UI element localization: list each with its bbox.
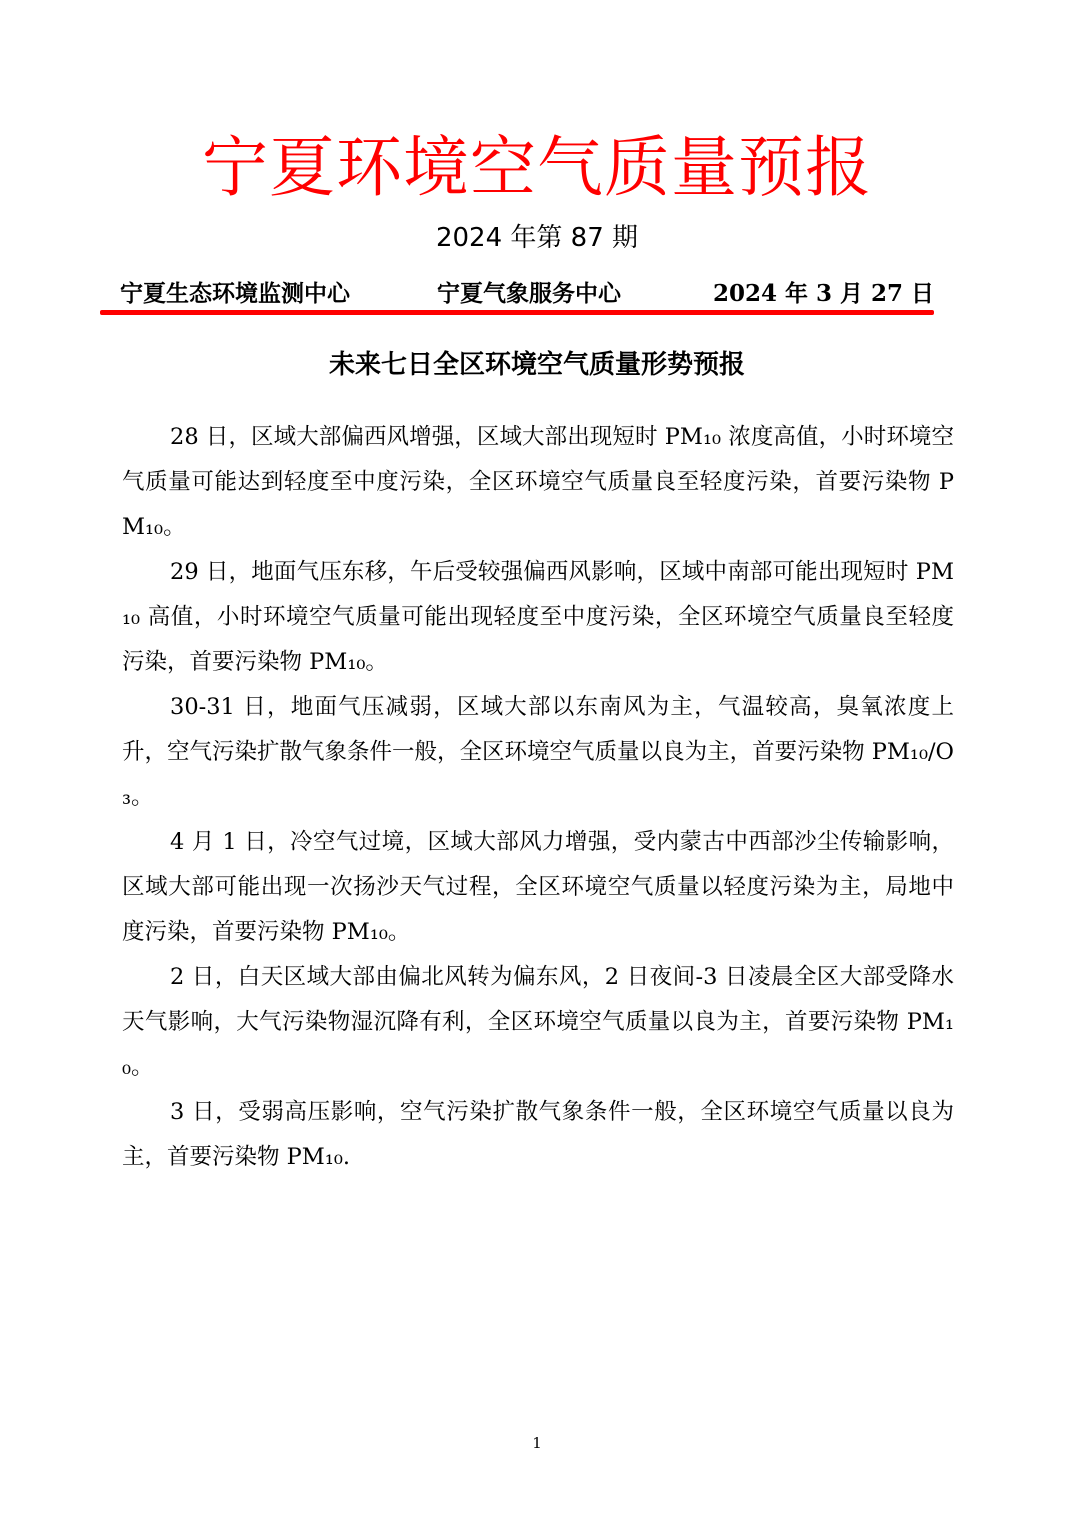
- forecast-paragraph-apr-1: 4 月 1 日，冷空气过境，区域大部风力增强，受内蒙古中西部沙尘传输影响，区域大部可能出现一次扬沙天气过程，全区环境空气质量以轻度污染为主，局地中度污染，首要污染物 PM₁₀。: [122, 829, 954, 945]
- forecast-paragraph-29: 29 日，地面气压东移，午后受较强偏西风影响，区域中南部可能出现短时 PM₁₀ 高值，小时环境空气质量可能出现轻度至中度污染，全区环境空气质量良至轻度污染，首要污染物 PM₁₀。: [122, 559, 954, 675]
- issuer-monitoring-center: 宁夏生态环境监测中心: [120, 280, 350, 307]
- forecast-paragraph-2: 2 日，白天区域大部由偏北风转为偏东风，2 日夜间-3 日凌晨全区大部受降水天气影响，大气污染物湿沉降有利，全区环境空气质量以良为主，首要污染物 PM₁₀。: [122, 964, 954, 1080]
- forecast-body: [122, 415, 954, 1180]
- report-title: 宁夏环境空气质量预报: [202, 129, 872, 206]
- forecast-paragraph-28: 28 日，区域大部偏西风增强，区域大部出现短时 PM₁₀ 浓度高值，小时环境空气质量可能达到轻度至中度污染，全区环境空气质量良至轻度污染，首要污染物 PM₁₀。: [122, 424, 954, 540]
- issue-date: 2024 年 3 月 27 日: [712, 280, 934, 307]
- forecast-paragraph-3: 3 日，受弱高压影响，空气污染扩散气象条件一般，全区环境空气质量以良为主，首要污染物 PM₁₀.: [122, 1099, 954, 1170]
- forecast-paragraph-30-31: 30-31 日，地面气压减弱，区域大部以东南风为主，气温较高，臭氧浓度上升，空气污染扩散气象条件一般，全区环境空气质量以良为主，首要污染物 PM₁₀/O₃。: [122, 694, 954, 810]
- issuer-meteorological-center: 宁夏气象服务中心: [437, 280, 621, 307]
- section-title: 未来七日全区环境空气质量形势预报: [328, 350, 745, 380]
- header-divider: [100, 310, 934, 315]
- page-number: 1: [532, 1434, 542, 1452]
- issue-number: 2024 年第 87 期: [435, 223, 639, 253]
